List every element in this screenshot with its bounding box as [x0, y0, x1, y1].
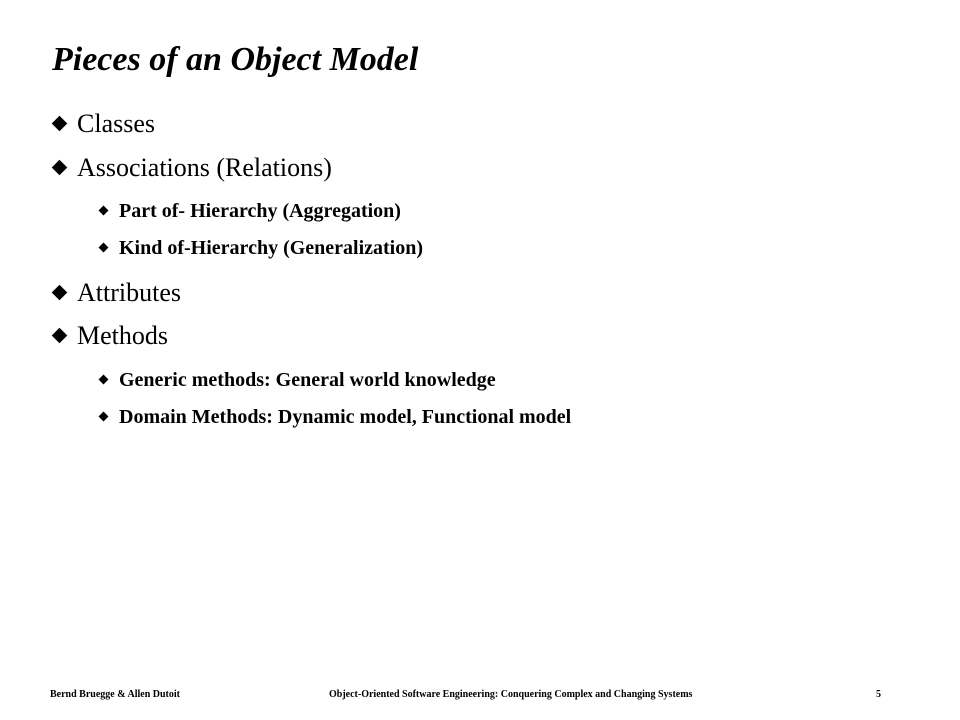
bullet-text: Attributes [77, 278, 181, 307]
sub-bullet-text: Part of- Hierarchy (Aggregation) [119, 200, 401, 222]
bullet-text: Classes [77, 109, 155, 138]
bullet-text: Associations (Relations) [77, 153, 332, 182]
footer-book-title: Object-Oriented Software Engineering: Conquering Complex and Changing Systems [329, 689, 693, 700]
diamond-bullet-icon [99, 206, 109, 216]
footer-page-number: 5 [876, 689, 881, 700]
bullet-text: Methods [77, 321, 168, 350]
sub-bullet-text: Domain Methods: Dynamic model, Functional model [119, 406, 572, 428]
sub-bullet-text: Generic methods: General world knowledge [119, 369, 496, 391]
diamond-bullet-icon [99, 375, 109, 385]
diamond-bullet-icon [99, 412, 109, 422]
slide-title: Pieces of an Object Model [52, 41, 419, 78]
diamond-bullet-icon [52, 160, 68, 176]
diamond-bullet-icon [99, 243, 109, 253]
sub-bullet-text: Kind of-Hierarchy (Generalization) [119, 237, 424, 259]
diamond-bullet-icon [52, 116, 68, 132]
footer-authors: Bernd Bruegge & Allen Dutoit [50, 689, 180, 700]
diamond-bullet-icon [52, 328, 68, 344]
diamond-bullet-icon [52, 285, 68, 301]
